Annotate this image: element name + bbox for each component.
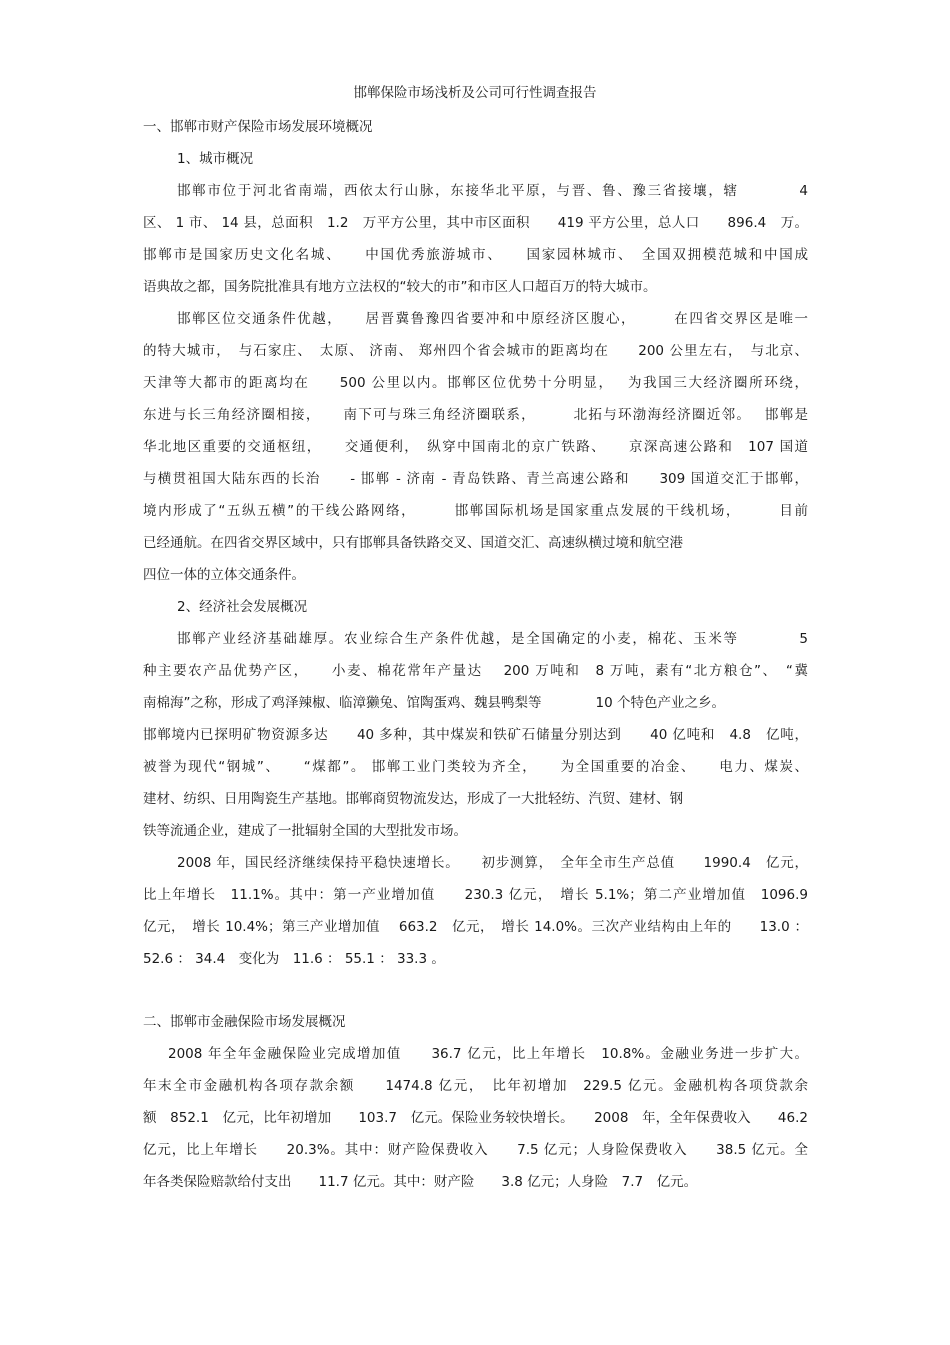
paragraph-line: 南棉海”之称，形成了鸡泽辣椒、临漳獭兔、馆陶蛋鸡、魏县鸭梨等 10 个特色产业之乡。 (143, 695, 725, 711)
paragraph-line: 亿元，比上年增长 20.3%。其中：财产险保费收入 7.5 亿元；人身险保费收入 38.5 亿元。全 (143, 1142, 808, 1158)
paragraph-line: 2008 年全年金融保险业完成增加值 36.7 亿元，比上年增长 10.8%。金融业务进一步扩大。 (168, 1046, 808, 1062)
paragraph-line: 建材、纺织、日用陶瓷生产基地。邯郸商贸物流发达，形成了一大批轻纺、汽贸、建材、钢 (143, 791, 683, 807)
section-1-heading: 一、邯郸市财产保险市场发展环境概况 (143, 119, 373, 135)
paragraph-line: 境内形成了“五纵五横”的干线公路网络， 邯郸国际机场是国家重点发展的干线机场， 目前 (143, 503, 808, 519)
paragraph-line: 比上年增长 11.1%。其中：第一产业增加值 230.3 亿元， 增长 5.1%；第二产业增加值 1096.9 (143, 887, 808, 903)
paragraph-line: 华北地区重要的交通枢纽， 交通便利， 纵穿中国南北的京广铁路、 京深高速公路和 107 国道 (143, 439, 808, 455)
paragraph-line: 亿元， 增长 10.4%；第三产业增加值 663.2 亿元， 增长 14.0%。三次产业结构由上年的 13.0 ： (143, 919, 808, 935)
paragraph-line: 邯郸市是国家历史文化名城、 中国优秀旅游城市、 国家园林城市、 全国双拥模范城和中国成 (143, 247, 808, 263)
paragraph-line: 东进与长三角经济圈相接， 南下可与珠三角经济圈联系， 北拓与环渤海经济圈近邻。 邯郸是 (143, 407, 808, 423)
paragraph-line: 邯郸市位于河北省南端，西依太行山脉，东接华北平原，与晋、鲁、豫三省接壤，辖 4 (177, 183, 808, 199)
subsection-1-heading: 1、城市概况 (177, 151, 254, 167)
paragraph-line: 邯郸境内已探明矿物资源多达 40 多种，其中煤炭和铁矿石储量分别达到 40 亿吨和 4.8 亿吨， (143, 727, 808, 743)
paragraph-line: 铁等流通企业，建成了一批辐射全国的大型批发市场。 (143, 823, 467, 839)
paragraph-line: 语典故之都，国务院批准具有地方立法权的“较大的市”和市区人口超百万的特大城市。 (143, 279, 657, 295)
paragraph-line: 52.6 ： 34.4 变化为 11.6 ： 55.1 ： 33.3 。 (143, 951, 445, 967)
paragraph-line: 区、 1 市、 14 县，总面积 1.2 万平方公里，其中市区面积 419 平方公里，总人口 896.4 万。 (143, 215, 808, 231)
section-2-heading: 二、邯郸市金融保险市场发展概况 (143, 1014, 346, 1030)
paragraph-line: 年末全市金融机构各项存款余额 1474.8 亿元， 比年初增加 229.5 亿元。金融机构各项贷款余 (143, 1078, 808, 1094)
paragraph-line: 年各类保险赔款给付支出 11.7 亿元。其中：财产险 3.8 亿元；人身险 7.7 亿元。 (143, 1174, 698, 1190)
subsection-2-heading: 2、经济社会发展概况 (177, 599, 308, 615)
paragraph-line: 邯郸区位交通条件优越， 居晋冀鲁豫四省要冲和中原经济区腹心， 在四省交界区是唯一 (177, 311, 808, 327)
paragraph-line: 被誉为现代“钢城”、 “煤都”。 邯郸工业门类较为齐全， 为全国重要的冶金、 电力、煤炭、 (143, 759, 808, 775)
paragraph-line: 额 852.1 亿元，比年初增加 103.7 亿元。保险业务较快增长。 2008 年，全年保费收入 46.2 (143, 1110, 808, 1126)
paragraph-line: 四位一体的立体交通条件。 (143, 567, 305, 583)
paragraph-line: 与横贯祖国大陆东西的长治 - 邯郸 - 济南 - 青岛铁路、青兰高速公路和 309 国道交汇于邯郸， (143, 471, 808, 487)
paragraph-line: 2008 年，国民经济继续保持平稳快速增长。 初步测算， 全年全市生产总值 1990.4 亿元， (177, 855, 808, 871)
document-title: 邯郸保险市场浅析及公司可行性调查报告 (353, 85, 597, 101)
paragraph-line: 种主要农产品优势产区， 小麦、棉花常年产量达 200 万吨和 8 万吨，素有“北方粮仓”、 “冀 (143, 663, 808, 679)
paragraph-line: 天津等大都市的距离均在 500 公里以内。邯郸区位优势十分明显， 为我国三大经济圈所环绕， (143, 375, 808, 391)
paragraph-line: 邯郸产业经济基础雄厚。农业综合生产条件优越，是全国确定的小麦，棉花、玉米等 5 (177, 631, 808, 647)
paragraph-line: 已经通航。在四省交界区域中，只有邯郸具备铁路交叉、国道交汇、高速纵横过境和航空港 (143, 535, 683, 551)
paragraph-line: 的特大城市， 与石家庄、 太原、 济南、 郑州四个省会城市的距离均在 200 公里左右， 与北京、 (143, 343, 808, 359)
